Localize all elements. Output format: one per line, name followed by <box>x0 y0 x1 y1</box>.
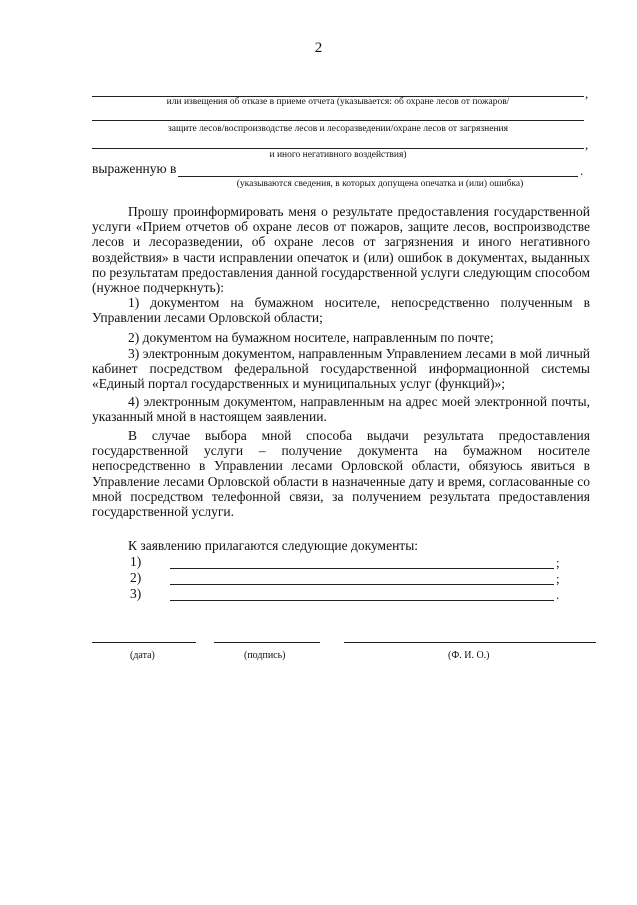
request-paragraph: Прошу проинформировать меня о результате предоставления государственной услуги «Прием отчетов об охране лесов от пожаров, защите лесов, воспроизводстве лесов и лесоразведении, об охране лесов от загрязнения и иного негативного воздействия» в части исправлении опечаток и (или) ошибок в документах, выданных по результатам предоставления данной государственной услуги следующим способом (нужное подчеркнуть): <box>92 204 590 296</box>
attachment-line <box>170 600 554 601</box>
caption-4: (указываются сведения, в которых допущена опечатка и (или) ошибка) <box>236 179 524 189</box>
date-label: (дата) <box>130 650 155 661</box>
page-number: 2 <box>314 40 323 56</box>
signature-label: (подпись) <box>244 650 286 661</box>
form-line-2 <box>92 120 584 121</box>
attachment-number: 3) <box>130 586 142 601</box>
option-1: 1) документом на бумажном носителе, непосредственно полученным в Управлении лесами Орловской области; <box>92 295 590 326</box>
option-4: 4) электронным документом, направленным на адрес моей электронной почты, указанный мной в настоящем заявлении. <box>92 394 590 425</box>
signature-line <box>214 642 320 643</box>
full-name-line <box>344 642 596 643</box>
full-name-label: (Ф. И. О.) <box>448 650 490 661</box>
option-2: 2) документом на бумажном носителе, направленным по почте; <box>128 330 494 345</box>
attachment-line <box>170 584 554 585</box>
note-paragraph: В случае выбора мной способа выдачи результата предоставления государственной услуги – получение документа на бумажном носителе непосредственно в Управлении лесами Орловской области, обязуюсь явиться в Управление лесами Орловской области в назначенные дату и время, согласованные со мной посредством телефонной связи, за получением результата предоставления государственной услуги. <box>92 428 590 520</box>
expressed-end: . <box>580 163 584 178</box>
expressed-line <box>178 176 578 177</box>
attachment-number: 1) <box>130 554 142 569</box>
attachment-end: ; <box>556 555 560 570</box>
caption-1: или извещения об отказе в приеме отчета (указывается: об охране лесов от пожаров/ <box>166 97 510 107</box>
caption-2: защите лесов/воспроизводстве лесов и лесоразведении/охране лесов от загрязнения <box>167 124 509 134</box>
expressed-label: выраженную в <box>92 161 177 176</box>
form-line-3 <box>92 148 584 149</box>
option-3: 3) электронным документом, направленным Управлением лесами в мой личный кабинет посредством федеральной государственной информационной системы «Единый портал государственных и муниципальных услуг (функций)»; <box>92 346 590 392</box>
attachment-line <box>170 568 554 569</box>
attachment-end: . <box>556 587 560 602</box>
attachment-end: ; <box>556 571 560 586</box>
form-line-3-end: , <box>585 137 589 152</box>
attachments-heading: К заявлению прилагаются следующие документы: <box>128 538 419 553</box>
form-line-1-end: , <box>585 86 589 101</box>
caption-3: и иного негативного воздействия) <box>269 150 407 160</box>
attachment-number: 2) <box>130 570 142 585</box>
date-line <box>92 642 196 643</box>
